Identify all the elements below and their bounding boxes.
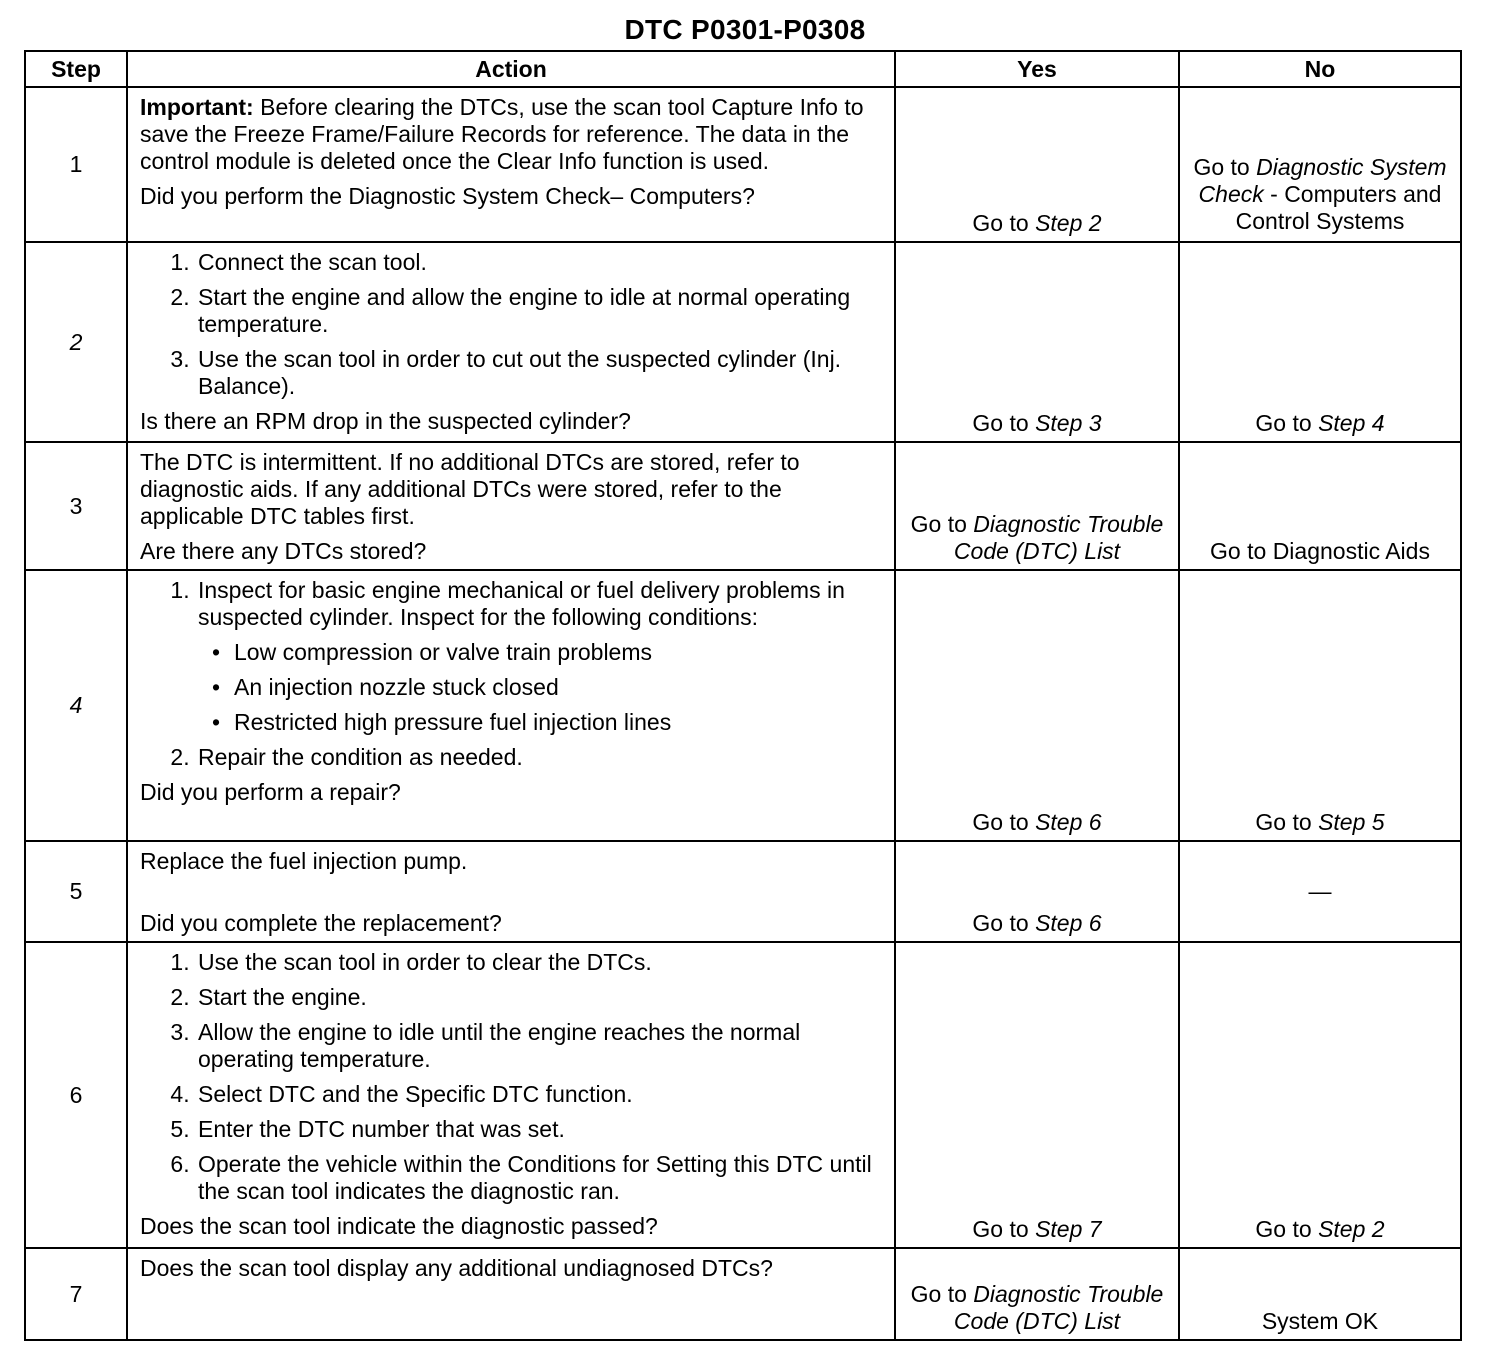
action-question: Are there any DTCs stored? [140, 538, 427, 564]
no-link[interactable]: Step 2 [1318, 1216, 1385, 1242]
yes-prefix: Go to [972, 910, 1029, 936]
action-cell [127, 942, 895, 1248]
list-item: 3. Allow the engine to idle until the engine reaches the normal operating temperature. [196, 1019, 882, 1073]
action-question: Did you complete the replacement? [140, 910, 502, 936]
action-cell [127, 570, 895, 841]
yes-prefix: Go to [972, 410, 1029, 436]
header-no: No [1179, 51, 1461, 87]
step-number: 5 [25, 841, 127, 942]
yes-cell [895, 841, 1179, 942]
list-item: 3. Use the scan tool in order to cut out the suspected cylinder (Inj. Balance). [196, 346, 882, 400]
list-item: 5. Enter the DTC number that was set. [196, 1116, 882, 1143]
step-number: 2 [25, 242, 127, 442]
action-cell [127, 841, 895, 942]
table-row [25, 442, 1461, 570]
table-row [25, 570, 1461, 841]
no-prefix: Go to [1193, 154, 1250, 180]
yes-cell [895, 442, 1179, 570]
yes-cell [895, 242, 1179, 442]
header-row [25, 51, 1461, 87]
yes-prefix: Go to [972, 809, 1029, 835]
action-cell [127, 1248, 895, 1340]
no-link[interactable]: Diagnostic System Check [1198, 154, 1447, 207]
list-item: 4. Select DTC and the Specific DTC function. [196, 1081, 882, 1108]
list-item: 2. Start the engine and allow the engine to idle at normal operating temperature. [196, 284, 882, 338]
list-item-text: Inspect for basic engine mechanical or fuel delivery problems in suspected cylinder. Inspect for the following conditions: [198, 577, 845, 630]
header-yes: Yes [895, 51, 1179, 87]
step-number: 6 [25, 942, 127, 1248]
page-title: DTC P0301-P0308 [624, 14, 866, 45]
step-number: 3 [25, 442, 127, 570]
step-number: 4 [25, 570, 127, 841]
no-cell: — [1179, 841, 1461, 942]
action-question: Is there an RPM drop in the suspected cylinder? [140, 408, 631, 434]
yes-link[interactable]: Step 6 [1035, 809, 1102, 835]
action-list [140, 949, 882, 1205]
action-cell [127, 442, 895, 570]
yes-cell [895, 570, 1179, 841]
header-step: Step [25, 51, 127, 87]
action-text: Replace the fuel injection pump. [140, 848, 468, 874]
no-cell [1179, 242, 1461, 442]
no-suffix: - Computers and Control Systems [1235, 181, 1442, 234]
yes-cell [895, 1248, 1179, 1340]
yes-link[interactable]: Step 7 [1035, 1216, 1102, 1242]
yes-link[interactable]: Step 3 [1035, 410, 1102, 436]
bullet-item: • Low compression or valve train problems [234, 639, 882, 666]
action-list [140, 249, 882, 400]
important-label: Important: [140, 94, 254, 120]
no-cell: System OK [1179, 1248, 1461, 1340]
bullet-list [198, 639, 882, 736]
list-item [196, 577, 882, 736]
action-question: Did you perform the Diagnostic System Check– Computers? [140, 183, 755, 209]
list-item: 2. Repair the condition as needed. [196, 744, 882, 771]
header-action: Action [127, 51, 895, 87]
yes-cell [895, 87, 1179, 242]
action-text [140, 94, 882, 175]
yes-link[interactable]: Diagnostic Trouble [973, 511, 1164, 537]
list-item: 1. Use the scan tool in order to clear the DTCs. [196, 949, 882, 976]
yes-link[interactable]: Step 6 [1035, 910, 1102, 936]
step-number: 7 [25, 1248, 127, 1340]
diagnostic-table [24, 50, 1462, 1341]
table-row [25, 87, 1461, 242]
action-list [140, 577, 882, 771]
table-row [25, 1248, 1461, 1340]
list-item: 6. Operate the vehicle within the Conditions for Setting this DTC until the scan tool indicates the diagnostic ran. [196, 1151, 882, 1205]
yes-prefix: Go to [910, 511, 967, 537]
table-row [25, 942, 1461, 1248]
yes-prefix: Go to [910, 1281, 967, 1307]
yes-link-cont[interactable]: Code (DTC) List [953, 1308, 1121, 1334]
action-question: Did you perform a repair? [140, 779, 401, 805]
no-cell [1179, 570, 1461, 841]
table-row [25, 841, 1461, 942]
no-cell [1179, 87, 1461, 242]
list-item: 1. Connect the scan tool. [196, 249, 882, 276]
yes-link[interactable]: Diagnostic Trouble [973, 1281, 1164, 1307]
bullet-item: • An injection nozzle stuck closed [234, 674, 882, 701]
action-question: Does the scan tool display any additional undiagnosed DTCs? [140, 1255, 773, 1281]
list-item: 2. Start the engine. [196, 984, 882, 1011]
action-cell [127, 87, 895, 242]
no-cell: Go to Diagnostic Aids [1179, 442, 1461, 570]
yes-prefix: Go to [972, 1216, 1029, 1242]
action-question: Does the scan tool indicate the diagnostic passed? [140, 1213, 658, 1239]
yes-link-cont[interactable]: Code (DTC) List [953, 538, 1121, 564]
no-cell [1179, 942, 1461, 1248]
important-text: Before clearing the DTCs, use the scan tool Capture Info to save the Freeze Frame/Failure Records for reference. The data in the control module is deleted once the Clear Info function is used. [140, 94, 864, 174]
bullet-item: • Restricted high pressure fuel injection lines [234, 709, 882, 736]
no-link[interactable]: Step 4 [1318, 410, 1385, 436]
yes-cell [895, 942, 1179, 1248]
no-prefix: Go to [1255, 410, 1312, 436]
no-prefix: Go to [1255, 809, 1312, 835]
no-prefix: Go to [1255, 1216, 1312, 1242]
step-number: 1 [25, 87, 127, 242]
yes-link[interactable]: Step 2 [1035, 210, 1102, 236]
action-text: The DTC is intermittent. If no additional DTCs are stored, refer to diagnostic aids. If any additional DTCs were stored, refer to the applicable DTC tables first. [140, 449, 800, 529]
action-cell [127, 242, 895, 442]
no-link[interactable]: Step 5 [1318, 809, 1385, 835]
yes-prefix: Go to [972, 210, 1029, 236]
table-row [25, 242, 1461, 442]
